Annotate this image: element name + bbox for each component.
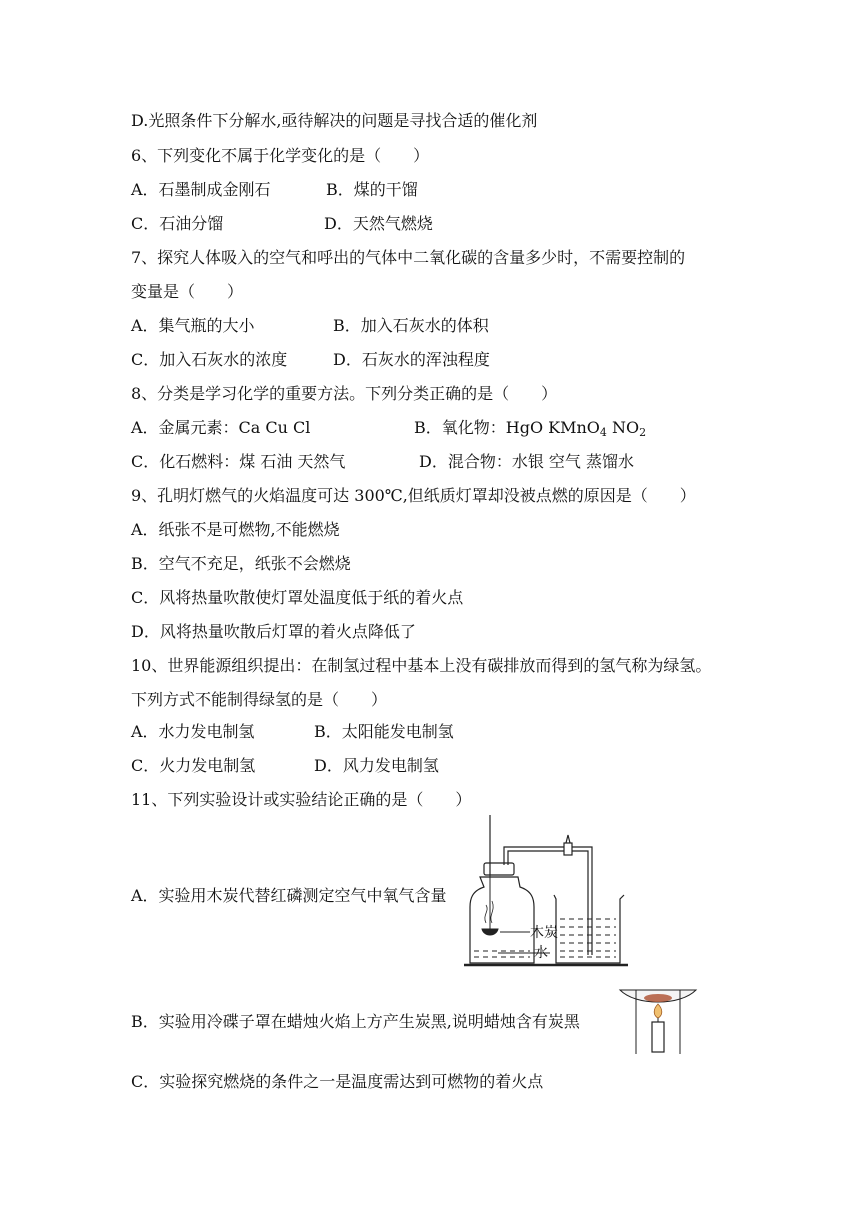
q8-option-b-subscript-2: 2 <box>639 426 647 439</box>
gas-bottle <box>470 877 534 963</box>
flame <box>654 1004 662 1018</box>
q7-option-d: D．石灰水的浑浊程度 <box>333 350 490 369</box>
q6-option-c: C．石油分馏 <box>131 214 224 233</box>
q9-option-d: D．风将热量吹散后灯罩的着火点降低了 <box>131 622 416 641</box>
q8-stem: 8、分类是学习化学的重要方法。下列分类正确的是（ ） <box>131 384 558 403</box>
q10-stem-line1: 10、世界能源组织提出：在制氢过程中基本上没有碳排放而得到的氢气称为绿氢。 <box>131 656 712 675</box>
combustion-spoon <box>482 929 498 935</box>
q10-option-d: D．风力发电制氢 <box>314 756 439 775</box>
q9-option-c: C．风将热量吹散使灯罩处温度低于纸的着火点 <box>131 588 464 607</box>
q8-option-a: A．金属元素：Ca Cu Cl <box>131 418 311 437</box>
water-label: 水 <box>534 945 548 961</box>
q6-option-b: B．煤的干馏 <box>326 180 418 199</box>
q8-option-c: C．化石燃料：煤 石油 天然气 <box>131 452 346 471</box>
q7-option-a: A．集气瓶的大小 <box>131 316 255 335</box>
q9-stem: 9、孔明灯燃气的火焰温度可达 300℃,但纸质灯罩却没被点燃的原因是（ ） <box>131 486 696 505</box>
oxygen-content-apparatus-figure <box>464 815 632 970</box>
q10-stem-line2: 下列方式不能制得绿氢的是（ ） <box>131 690 388 709</box>
q6-stem: 6、下列变化不属于化学变化的是（ ） <box>131 146 430 165</box>
clamp <box>564 843 572 855</box>
charcoal-label: 木炭 <box>530 925 558 941</box>
candle <box>652 1022 664 1052</box>
q8-option-b-no: NO <box>606 418 640 437</box>
q6-option-a: A．石墨制成金刚石 <box>131 180 271 199</box>
q5-option-d: D.光照条件下分解水,亟待解决的问题是寻找合适的催化剂 <box>131 111 538 130</box>
bottle-stopper <box>484 863 514 875</box>
q7-option-b: B．加入石灰水的体积 <box>333 316 489 335</box>
beaker <box>554 895 624 963</box>
candle-cold-dish-figure <box>618 984 698 1056</box>
q7-option-c: C．加入石灰水的浓度 <box>131 350 288 369</box>
q11-option-a: A．实验用木炭代替红磷测定空气中氧气含量 <box>131 886 447 905</box>
q10-option-b: B．太阳能发电制氢 <box>314 722 454 741</box>
q8-option-b <box>414 417 646 439</box>
q9-option-a: A．纸张不是可燃物,不能燃烧 <box>131 520 340 539</box>
q10-option-c: C．火力发电制氢 <box>131 756 256 775</box>
soot-deposit <box>644 994 672 1002</box>
q10-option-a: A．水力发电制氢 <box>131 722 255 741</box>
q7-stem-line2: 变量是（ ） <box>131 282 244 301</box>
q8-option-b-text: B．氧化物：HgO KMnO <box>414 418 600 437</box>
q6-option-d: D．天然气燃烧 <box>324 214 433 233</box>
q11-option-c: C．实验探究燃烧的条件之一是温度需达到可燃物的着火点 <box>131 1072 544 1091</box>
q9-option-b: B．空气不充足，纸张不会燃烧 <box>131 554 351 573</box>
q11-option-b: B．实验用冷碟子罩在蜡烛火焰上方产生炭黑,说明蜡烛含有炭黑 <box>131 1012 580 1031</box>
q7-stem-line1: 7、探究人体吸入的空气和呼出的气体中二氧化碳的含量多少时，不需要控制的 <box>131 248 686 267</box>
q11-stem: 11、下列实验设计或实验结论正确的是（ ） <box>131 790 472 809</box>
q8-option-b-subscript-4: 4 <box>599 426 607 439</box>
q8-option-d: D．混合物：水银 空气 蒸馏水 <box>419 452 635 471</box>
